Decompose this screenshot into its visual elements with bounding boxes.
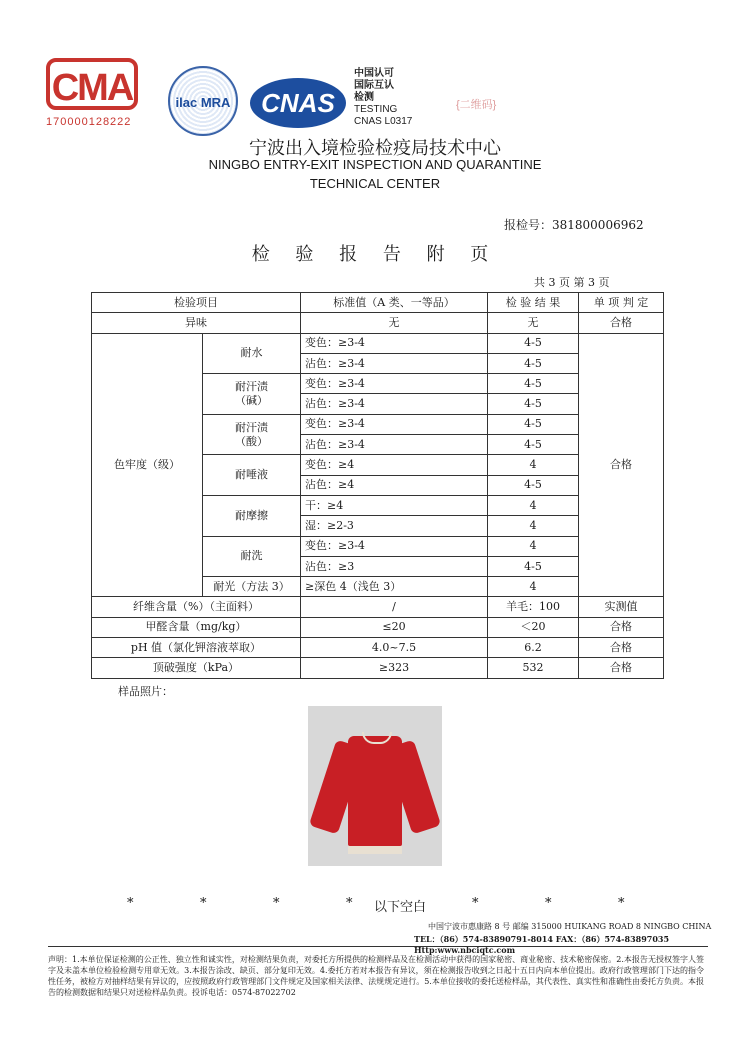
result-cell: 4-5 <box>488 333 579 353</box>
header-cell: 检 验 结 果 <box>488 293 579 313</box>
inspection-table <box>91 292 664 679</box>
footer-contact: TEL：（86）574-83890791-8014 FAX：（86）574-83897035 Http:www.nbciqtc.com <box>414 934 670 955</box>
standard-cell: 变色：≥3-4 <box>301 536 488 556</box>
report-number: 报检号：381800006962 <box>504 218 644 232</box>
colorfastness-test-name: 耐摩擦 <box>203 495 301 536</box>
standard-cell: 沾色：≥3-4 <box>301 394 488 414</box>
standard-cell: ≥深色 4（浅色 3） <box>301 577 488 597</box>
header-cell: 单 项 判 定 <box>579 293 664 313</box>
org-name-en-line2: TECHNICAL CENTER <box>309 176 441 191</box>
sample-photo <box>308 706 442 866</box>
standard-cell: 4.0~7.5 <box>301 638 488 658</box>
colorfastness-test-name: 耐洗 <box>203 536 301 577</box>
standard-cell: 变色：≥3-4 <box>301 333 488 353</box>
star-mark: * <box>472 896 479 911</box>
colorfastness-test-name: 耐唾液 <box>203 455 301 496</box>
standard-cell: 变色：≥4 <box>301 455 488 475</box>
ilac-mra-logo <box>168 66 242 136</box>
standard-cell: 沾色：≥3-4 <box>301 435 488 455</box>
result-cell: 4-5 <box>488 394 579 414</box>
standard-cell: 沾色：≥3 <box>301 556 488 576</box>
item-cell: pH 值（氯化钾溶液萃取） <box>92 638 301 658</box>
cnas-line: 中国认可 <box>354 68 394 79</box>
item-cell: 顶破强度（kPa） <box>92 658 301 678</box>
cnas-mark: CNAS <box>250 78 346 128</box>
page-indicator: 共 3 页 第 3 页 <box>534 276 610 289</box>
inspection-table-body <box>92 293 664 679</box>
result-cell: 6.2 <box>488 638 579 658</box>
table-header-row <box>92 293 664 313</box>
footer-address: 中国宁波市惠康路 8 号 邮编 315000 HUIKANG ROAD 8 NINGBO CHINA <box>428 922 712 931</box>
cma-number: 170000128222 <box>46 116 132 128</box>
org-name-en-line1: NINGBO ENTRY-EXIT INSPECTION AND QUARANTINE <box>208 157 542 172</box>
result-cell: 4-5 <box>488 556 579 576</box>
header-cell: 标准值（A 类、一等品） <box>301 293 488 313</box>
verdict-cell: 合格 <box>579 658 664 678</box>
table-row <box>92 333 664 353</box>
cnas-line: 检测 <box>354 92 374 103</box>
table-row <box>92 617 664 637</box>
verdict-cell: 合格 <box>579 313 664 333</box>
verdict-cell: 合格 <box>579 333 664 597</box>
result-cell: ＜20 <box>488 617 579 637</box>
result-cell: 4 <box>488 516 579 536</box>
standard-cell: 湿：≥2-3 <box>301 516 488 536</box>
sweater-hem <box>348 846 402 854</box>
result-cell: 4 <box>488 577 579 597</box>
ilac-mark: ilac MRA <box>168 66 238 136</box>
table-row <box>92 597 664 617</box>
page-title: 检 验 报 告 附 页 <box>251 244 499 265</box>
header-cell: 检验项目 <box>92 293 301 313</box>
result-cell: 4-5 <box>488 475 579 495</box>
footer-divider <box>48 946 708 947</box>
qr-code-placeholder: {二维码} <box>456 99 497 111</box>
standard-cell: ≥323 <box>301 658 488 678</box>
cnas-accreditation-text <box>354 68 412 128</box>
colorfastness-test-name: 耐光（方法 3） <box>203 577 301 597</box>
verdict-cell: 合格 <box>579 638 664 658</box>
item-cell: 纤维含量（%）（主面料） <box>92 597 301 617</box>
table-row <box>92 658 664 678</box>
result-cell: 4-5 <box>488 435 579 455</box>
colorfastness-test-name: 耐汗渍 （碱） <box>203 374 301 415</box>
result-cell: 4 <box>488 495 579 515</box>
standard-cell: 沾色：≥3-4 <box>301 353 488 373</box>
colorfastness-label: 色牢度（级） <box>92 333 203 597</box>
standard-cell: 沾色：≥4 <box>301 475 488 495</box>
cma-logo <box>46 58 142 140</box>
colorfastness-test-name: 耐汗渍 （酸） <box>203 414 301 455</box>
star-mark: * <box>545 896 552 911</box>
result-cell: 4 <box>488 536 579 556</box>
star-mark: * <box>346 896 353 911</box>
result-cell: 无 <box>488 313 579 333</box>
sweater-body <box>348 736 402 846</box>
result-cell: 4 <box>488 455 579 475</box>
star-mark: * <box>127 896 134 911</box>
result-cell: 4-5 <box>488 353 579 373</box>
result-cell: 4-5 <box>488 374 579 394</box>
colorfastness-test-name: 耐水 <box>203 333 301 374</box>
verdict-cell: 实测值 <box>579 597 664 617</box>
verdict-cell: 合格 <box>579 617 664 637</box>
cnas-line: TESTING <box>354 104 398 115</box>
photo-label: 样品照片： <box>118 685 173 698</box>
standard-cell: ≤20 <box>301 617 488 637</box>
org-name-cn: 宁波出入境检验检疫局技术中心 <box>249 138 501 159</box>
end-marker-text: 以下空白 <box>374 900 427 915</box>
cnas-line: 国际互认 <box>354 80 394 91</box>
cnas-logo <box>250 68 350 138</box>
standard-cell: 干：≥4 <box>301 495 488 515</box>
cma-mark: CMA <box>46 58 138 110</box>
star-mark: * <box>273 896 280 911</box>
table-row <box>92 313 664 333</box>
footer-statement: 声明：1.本单位保证检测的公正性、独立性和诚实性，对检测结果负责，对委托方所提供的检测样品及在检测活动中获得的国家秘密、商业秘密、技术秘密保密。2.本报告无授权签字人签字及未盖本单位检验检测专用章无效。3.本报告涂改、缺页、部分复印无效。4.委托方若对本报告有异议，须在检测报告收到之日起十五日内向本单位提出。政府行政管理部门下达的指令性任务，被检方对抽样结果有异议的，应按照政府行政管理部门文件规定及国家相关法律、法规规定进行。5.本单位接收的委托送检样品，其代表性、真实性和准确性由委托方负责。本报告的检测数据和结果只对送检样品负责。投诉电话：0574-87022702 <box>48 955 704 997</box>
standard-cell: 无 <box>301 313 488 333</box>
standard-cell: / <box>301 597 488 617</box>
star-mark: * <box>618 896 625 911</box>
result-cell: 532 <box>488 658 579 678</box>
star-mark: * <box>200 896 207 911</box>
result-cell: 4-5 <box>488 414 579 434</box>
standard-cell: 变色：≥3-4 <box>301 414 488 434</box>
item-cell: 甲醛含量（mg/kg） <box>92 617 301 637</box>
item-cell: 异味 <box>92 313 301 333</box>
cnas-line: CNAS L0317 <box>354 116 413 127</box>
standard-cell: 变色：≥3-4 <box>301 374 488 394</box>
result-cell: 羊毛：100 <box>488 597 579 617</box>
table-row <box>92 638 664 658</box>
